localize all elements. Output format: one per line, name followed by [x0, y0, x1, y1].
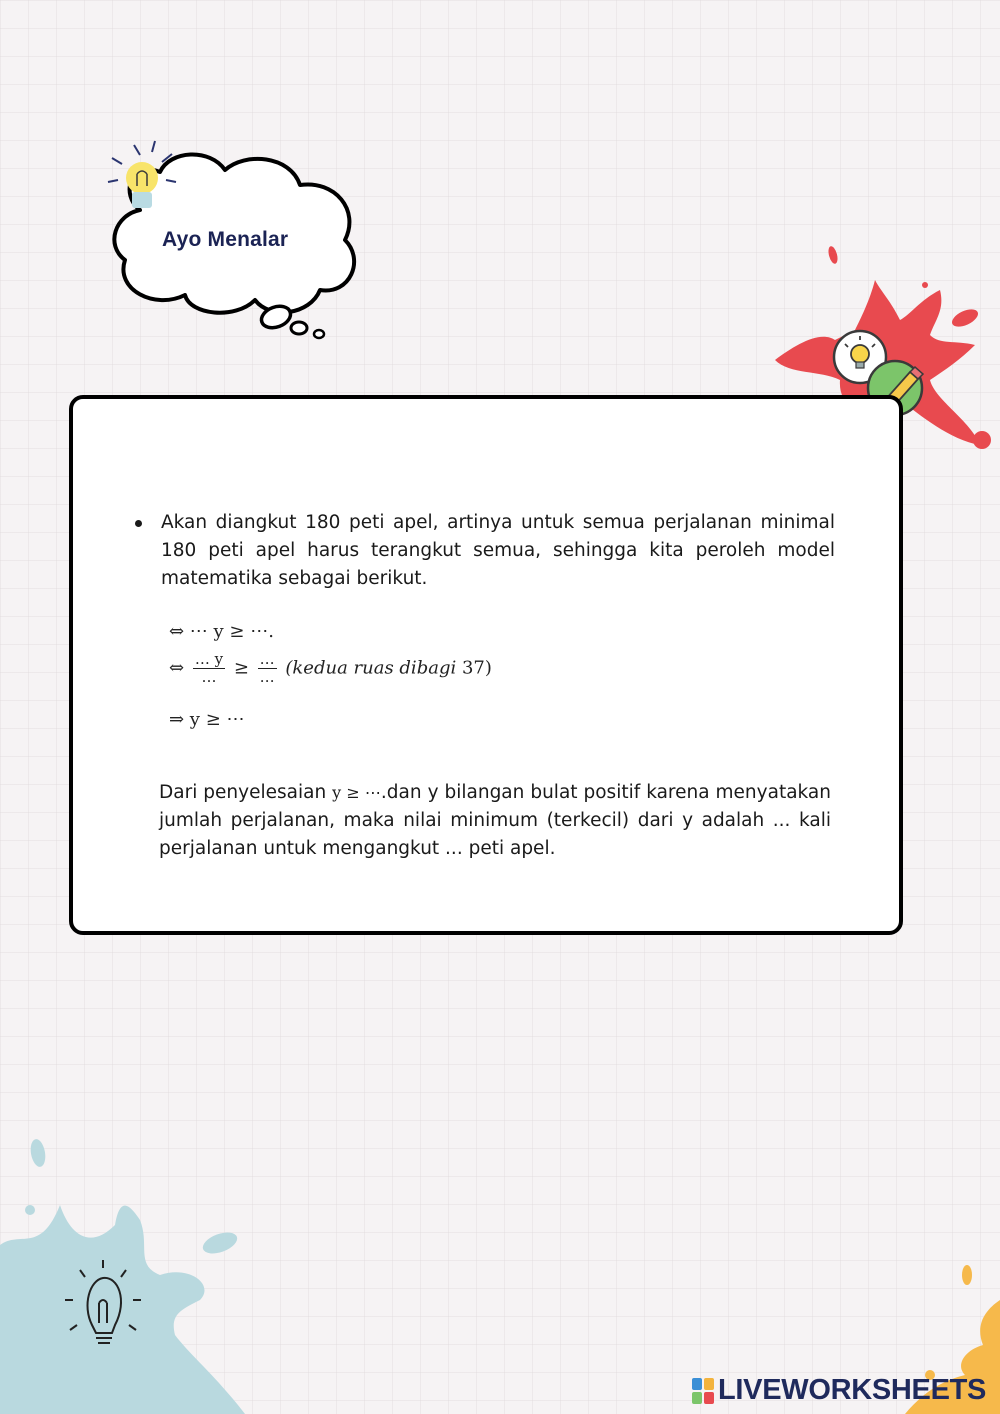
- fraction-left: [193, 651, 225, 686]
- fraction-right: [258, 651, 277, 686]
- math-line-2: [169, 651, 492, 686]
- fraction-left-numerator: … y: [194, 650, 224, 668]
- math-line-2-note: (kedua ruas dibagi: [285, 657, 457, 679]
- bullet-text: Akan diangkut 180 peti apel, artinya untuk semua perjalanan minimal 180 peti apel harus terangkut semua, sehingga kita peroleh model matematika sebagai berikut.: [161, 512, 835, 589]
- math-line-2-note-number: 37): [461, 657, 492, 679]
- conclusion-rest: .dan y bilangan bulat positif karena menyatakan jumlah perjalanan, maka nilai minimum (terkecil) dari y adalah ... kali perjalanan untuk mengangkut ... peti apel.: [159, 782, 831, 859]
- blue-splat-decoration: [0, 1135, 260, 1414]
- page-title: Ayo Menalar: [162, 228, 289, 251]
- conclusion-inline-math: y ≥ ⋯: [332, 783, 381, 802]
- liveworksheets-logo-icon: [692, 1378, 714, 1404]
- math-line-3: ⇒ y ≥ ⋯: [169, 709, 245, 730]
- math-line-1: ⇔ ⋯ y ≥ ⋯.: [169, 621, 274, 642]
- fraction-right-numerator: …: [259, 650, 275, 668]
- brand-name: LIVEWORKSHEETS: [718, 1374, 987, 1406]
- math-line-2-prefix: ⇔: [169, 657, 185, 679]
- content-card: [69, 395, 903, 935]
- bullet-dot: [135, 520, 142, 527]
- brand-footer: [692, 1374, 986, 1407]
- fraction-right-denominator: …: [259, 668, 275, 686]
- math-line-2-geq: ≥: [233, 657, 249, 679]
- fraction-left-denominator: …: [201, 668, 217, 686]
- conclusion-lead: Dari penyelesaian: [159, 782, 327, 803]
- bullet-item: [135, 509, 835, 593]
- conclusion-paragraph: [159, 779, 831, 863]
